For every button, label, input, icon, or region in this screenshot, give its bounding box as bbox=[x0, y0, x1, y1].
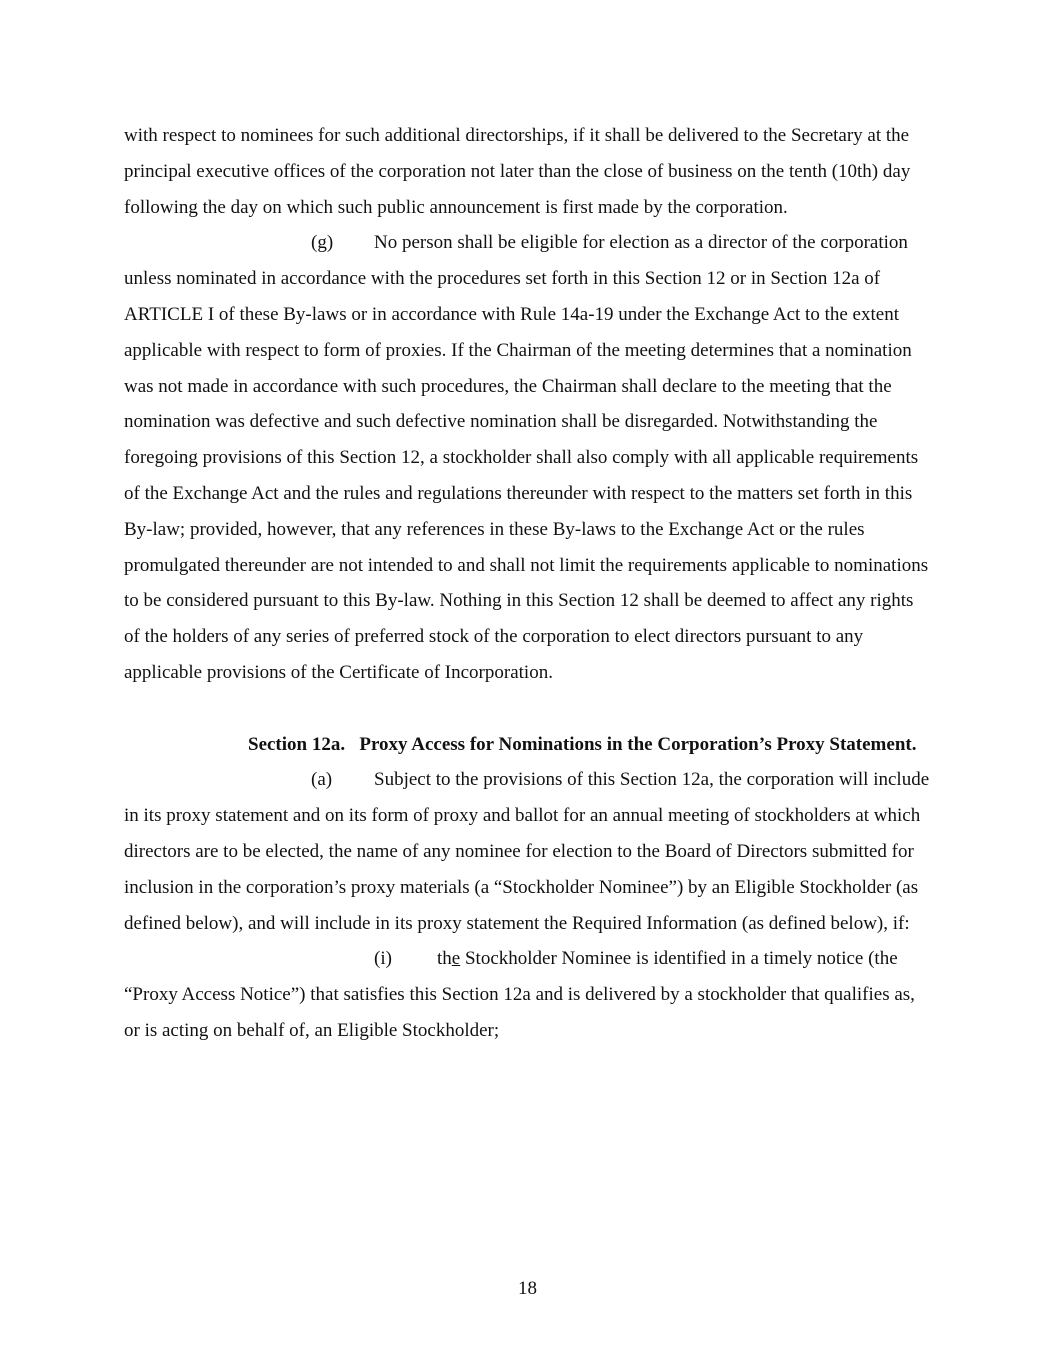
continuation-paragraph: with respect to nominees for such additional directorships, if it shall be delivered to the Secretary at the principal executive offices of the corporation not later than the close of business on the tenth (10th) day following the day on which such public announcement is first made by the corporation. bbox=[124, 125, 911, 218]
section-heading bbox=[124, 727, 932, 763]
paragraph-a bbox=[124, 762, 932, 941]
paragraph-i-text-start: th bbox=[437, 948, 452, 970]
page-number: 18 bbox=[518, 1278, 537, 1299]
paragraph-g bbox=[124, 225, 932, 690]
document-body bbox=[124, 118, 932, 1049]
paragraph-i-mark: (i) bbox=[374, 948, 392, 970]
paragraph-i-underlined-letter: e bbox=[451, 948, 461, 970]
paragraph-g-mark: (g) bbox=[311, 232, 334, 254]
paragraph-i bbox=[124, 941, 932, 1048]
paragraph-a-text: Subject to the provisions of this Section 12a, the corporation will include in its proxy statement and on its form of proxy and ballot for an annual meeting of stockholders at which directors are to be elected, the name of any nominee for election to the Board of Directors submitted for inclusion in the corporation’s proxy materials (a “Stockholder Nominee”) by an Eligible Stockholder (as defined below), and will include in its proxy statement the Required Information (as defined below), if: bbox=[124, 769, 930, 934]
paragraph-i-text-rest: Stockholder Nominee is identified in a timely notice (the “Proxy Access Notice”) that satisfies this Section 12a and is delivered by a stockholder that qualifies as, or is acting on behalf of, an Eligible Stockholder; bbox=[124, 948, 915, 1041]
paragraph-a-mark: (a) bbox=[311, 769, 333, 791]
paragraph-g-text: No person shall be eligible for election as a director of the corporation unless nominated in accordance with the procedures set forth in this Section 12 or in Section 12a of ARTICLE I of these By-laws or in accordance with Rule 14a-19 under the Exchange Act to the extent applicable with respect to form of proxies. If the Chairman of the meeting determines that a nomination was not made in accordance with such procedures, the Chairman shall declare to the meeting that the nomination was defective and such defective nomination shall be disregarded. Notwithstanding the foregoing provisions of this Section 12, a stockholder shall also comply with all applicable requirements of the Exchange Act and the rules and regulations thereunder with respect to the matters set forth in this By-law; provided, however, that any references in these By-laws to the Exchange Act or the rules promulgated thereunder are not intended to and shall not limit the requirements applicable to nominations to be considered pursuant to this By-law. Nothing in this Section 12 shall be deemed to affect any rights of the holders of any series of preferred stock of the corporation to elect directors pursuant to any applicable provisions of the Certificate of Incorporation. bbox=[124, 232, 929, 683]
section-title: Proxy Access for Nominations in the Corporation’s Proxy Statement. bbox=[359, 733, 917, 755]
section-number: Section 12a. bbox=[248, 733, 346, 755]
